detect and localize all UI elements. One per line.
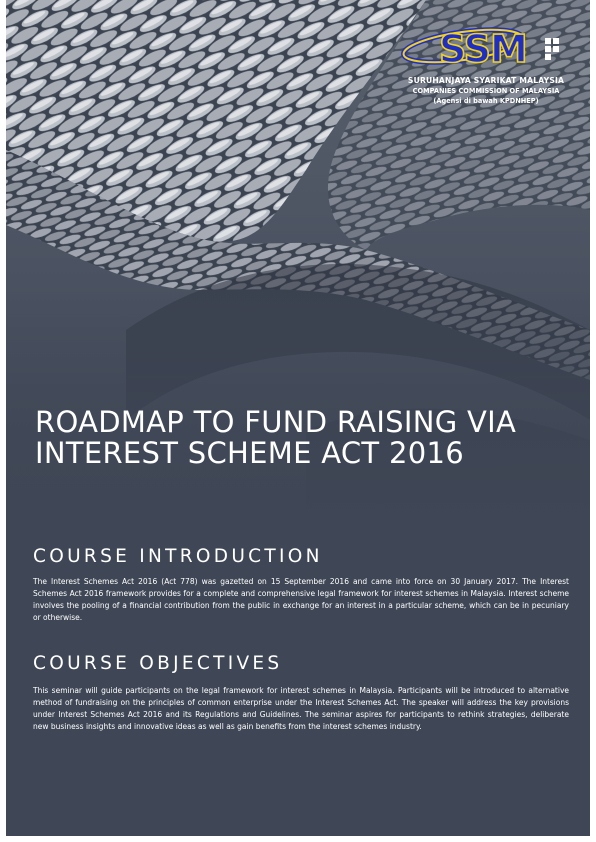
- logo-agency-note: (Agensi di bawah KPDNHEP): [433, 97, 539, 105]
- ssm-logo-mark: [401, 18, 571, 76]
- course-introduction-heading: COURSE INTRODUCTION: [33, 546, 323, 567]
- ssm-logo-lettering: SSM: [439, 27, 527, 71]
- course-introduction-text: The Interest Schemes Act 2016 (Act 778) was gazetted on 15 September 2016 and came into force on 30 January 2017. The Interest Schemes Act 2016 framework provides for a complete and comprehensive legal framework for interest schemes in Malaysia. Interest scheme involves the pooling of a financial contribution from the public in exchange for an interest in a particular scheme, which can be in pecuniary or otherwise.: [33, 577, 569, 622]
- logo-name-malay: SURUHANJAYA SYARIKAT MALAYSIA: [407, 76, 565, 85]
- course-title: ROADMAP TO FUND RAISING VIA INTEREST SCHEME ACT 2016: [35, 405, 517, 470]
- course-objectives-text: This seminar will guide participants on the legal framework for interest schemes in Malaysia. Participants will be introduced to alternative method of fundraising on the principles of common enterprise under the Interest Schemes Act. The speaker will address the key provisions under Interest Schemes Act 2016 and its Regulations and Guidelines. The seminar aspires for participants to rethink strategies, deliberate new business insights and innovative ideas as well as gain benefits from the interest schemes industry.: [33, 686, 569, 731]
- course-objectives-heading: COURSE OBJECTIVES: [33, 653, 283, 674]
- brochure-page: [6, 0, 590, 836]
- logo-name-english: COMPANIES COMMISSION OF MALAYSIA: [412, 87, 560, 95]
- ssm-logo: [401, 18, 571, 108]
